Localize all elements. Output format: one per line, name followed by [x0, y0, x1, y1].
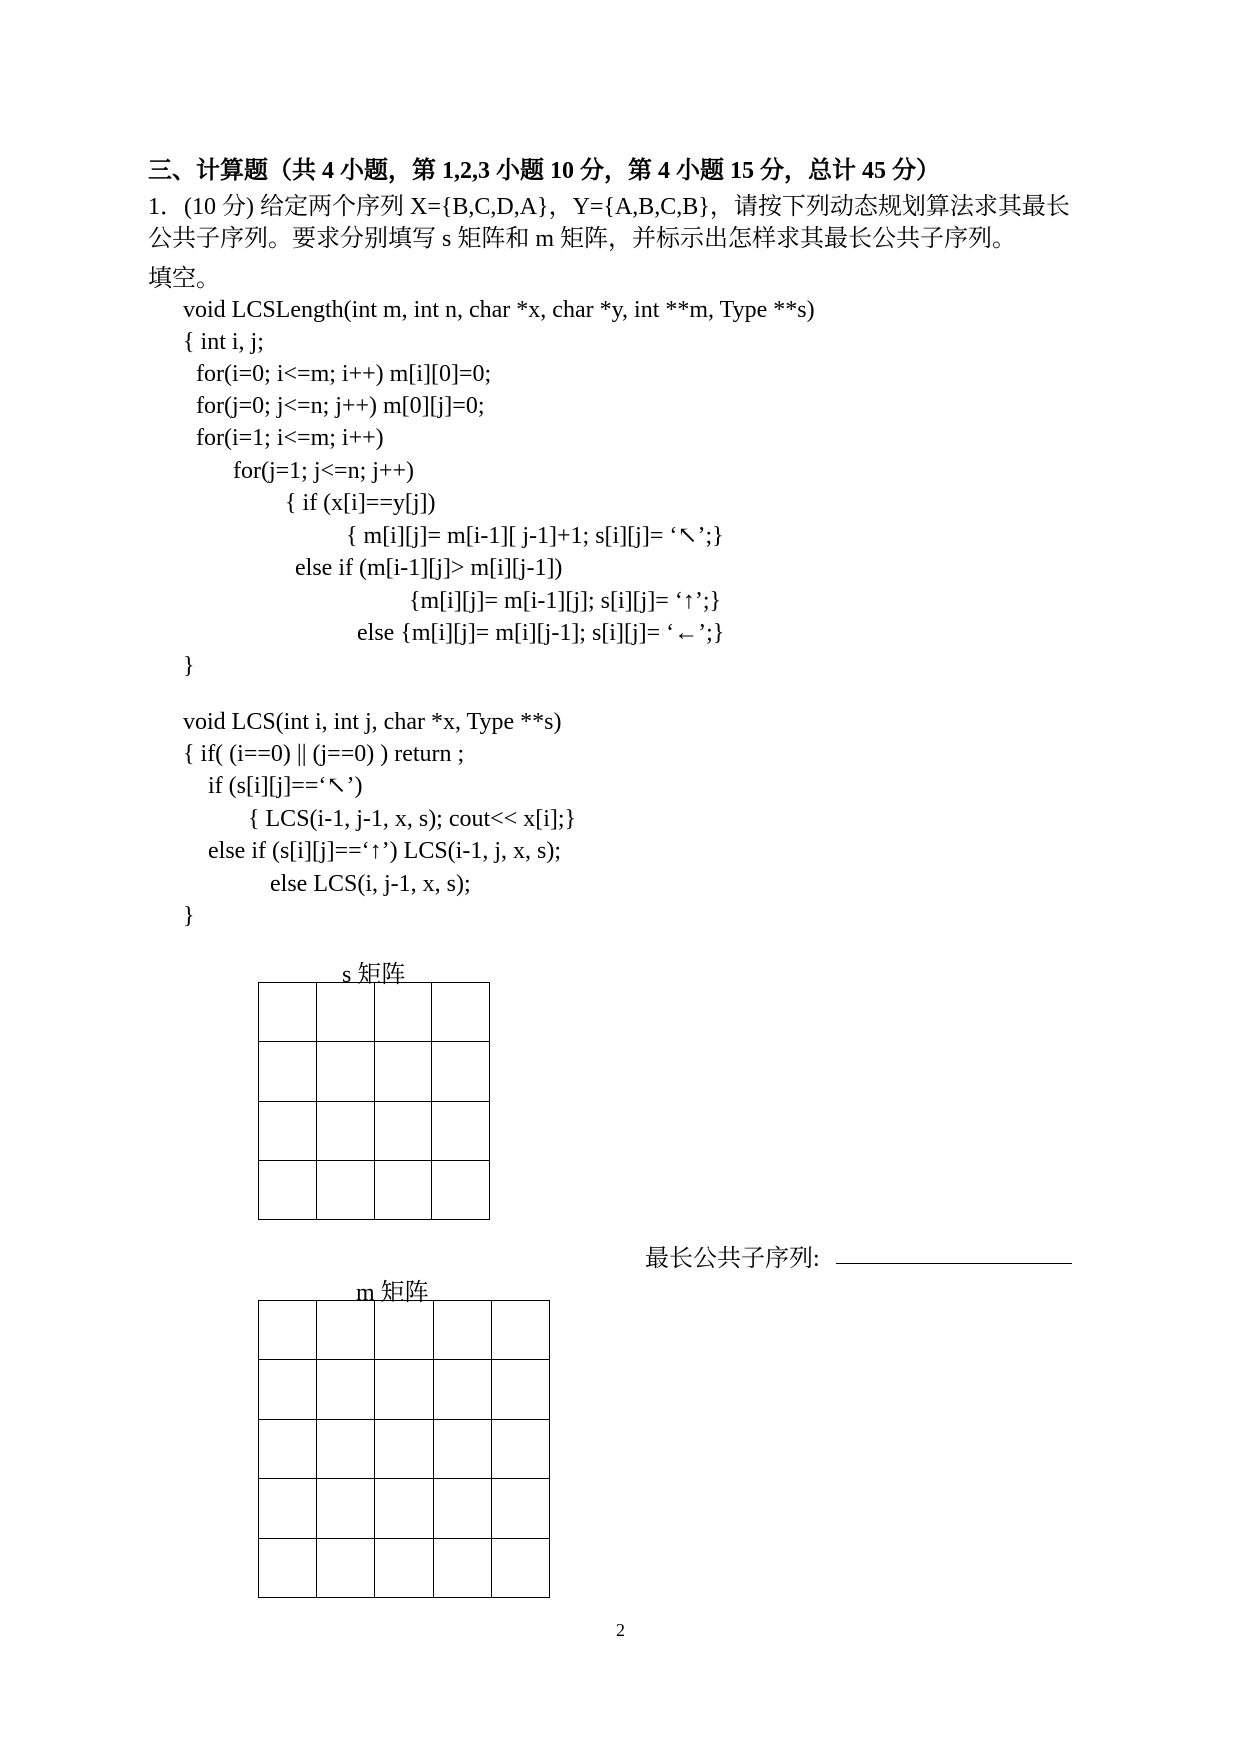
question-text-line-2: 公共子序列。要求分别填写 s 矩阵和 m 矩阵，并标示出怎样求其最长公共子序列。: [148, 226, 1017, 252]
code-line: {m[i][j]= m[i-1][j]; s[i][j]= ‘↑’;}: [409, 588, 722, 614]
answer-blank[interactable]: [836, 1263, 1072, 1264]
grid-row: [259, 1360, 550, 1419]
grid-cell[interactable]: [491, 1419, 549, 1478]
code-line: for(j=0; j<=n; j++) m[0][j]=0;: [196, 393, 485, 419]
code-line: }: [183, 653, 195, 679]
grid-cell[interactable]: [317, 1419, 375, 1478]
code-line: else if (s[i][j]==‘↑’) LCS(i-1, j, x, s);: [208, 838, 561, 864]
grid-cell[interactable]: [433, 1360, 491, 1419]
grid-cell[interactable]: [317, 1538, 375, 1597]
s-matrix-grid: [258, 982, 490, 1220]
grid-row: [259, 1042, 490, 1101]
code-line: for(i=1; i<=m; i++): [196, 425, 384, 451]
code-line: }: [183, 903, 195, 929]
grid-cell[interactable]: [375, 1479, 433, 1538]
grid-cell[interactable]: [491, 1360, 549, 1419]
grid-row: [259, 1419, 550, 1478]
code-line: else {m[i][j]= m[i][j-1]; s[i][j]= ‘←’;}: [357, 620, 725, 646]
code-line: for(i=0; i<=m; i++) m[i][0]=0;: [196, 361, 492, 387]
code-line: for(j=1; j<=n; j++): [233, 458, 414, 484]
grid-cell[interactable]: [374, 1101, 432, 1160]
code-line: { int i, j;: [183, 329, 264, 355]
grid-cell[interactable]: [316, 1101, 374, 1160]
code-line: if (s[i][j]==‘↖’): [208, 773, 363, 799]
grid-cell[interactable]: [433, 1419, 491, 1478]
code-line: { if( (i==0) || (j==0) ) return ;: [183, 741, 465, 767]
grid-cell[interactable]: [375, 1301, 433, 1360]
grid-cell[interactable]: [432, 1160, 490, 1219]
grid-cell[interactable]: [374, 1042, 432, 1101]
grid-cell[interactable]: [259, 1042, 317, 1101]
code-line: { if (x[i]==y[j]): [285, 490, 436, 516]
grid-cell[interactable]: [375, 1419, 433, 1478]
code-line: void LCSLength(int m, int n, char *x, char *y, int **m, Type **s): [183, 297, 815, 323]
grid-cell[interactable]: [374, 1160, 432, 1219]
grid-cell[interactable]: [433, 1479, 491, 1538]
grid-cell[interactable]: [317, 1301, 375, 1360]
code-line: else if (m[i-1][j]> m[i][j-1]): [295, 555, 563, 581]
grid-cell[interactable]: [432, 983, 490, 1042]
grid-row: [259, 983, 490, 1042]
grid-row: [259, 1301, 550, 1360]
answer-label: 最长公共子序列:: [645, 1246, 820, 1272]
grid-cell[interactable]: [432, 1042, 490, 1101]
grid-row: [259, 1538, 550, 1597]
grid-cell[interactable]: [433, 1301, 491, 1360]
grid-cell[interactable]: [432, 1101, 490, 1160]
grid-cell[interactable]: [259, 1101, 317, 1160]
grid-cell[interactable]: [259, 1301, 317, 1360]
grid-cell[interactable]: [433, 1538, 491, 1597]
question-text-line-1: 1．(10 分) 给定两个序列 X={B,C,D,A}，Y={A,B,C,B}，请按下列动态规划算法求其最长: [148, 194, 1070, 220]
code-line: { LCS(i-1, j-1, x, s); cout<< x[i];}: [248, 806, 577, 832]
grid-cell[interactable]: [316, 1160, 374, 1219]
grid-cell[interactable]: [374, 983, 432, 1042]
grid-cell[interactable]: [259, 1479, 317, 1538]
grid-cell[interactable]: [491, 1538, 549, 1597]
grid-cell[interactable]: [317, 1479, 375, 1538]
grid-cell[interactable]: [259, 1538, 317, 1597]
grid-cell[interactable]: [491, 1301, 549, 1360]
grid-cell[interactable]: [317, 1360, 375, 1419]
code-line: void LCS(int i, int j, char *x, Type **s): [183, 709, 562, 735]
grid-cell[interactable]: [259, 983, 317, 1042]
grid-cell[interactable]: [259, 1360, 317, 1419]
grid-cell[interactable]: [259, 1419, 317, 1478]
grid-cell[interactable]: [259, 1160, 317, 1219]
grid-cell[interactable]: [491, 1479, 549, 1538]
s-matrix-label: s 矩阵: [342, 962, 406, 988]
m-matrix-grid: [258, 1300, 550, 1598]
page-number: 2: [616, 1620, 625, 1640]
code-line: { m[i][j]= m[i-1][ j-1]+1; s[i][j]= ‘↖’;}: [346, 523, 724, 549]
grid-row: [259, 1101, 490, 1160]
grid-cell[interactable]: [316, 1042, 374, 1101]
grid-row: [259, 1479, 550, 1538]
grid-cell[interactable]: [375, 1538, 433, 1597]
section-heading: 三、计算题（共 4 小题，第 1,2,3 小题 10 分，第 4 小题 15 分，总计 45 分）: [148, 158, 940, 184]
question-text-line-3: 填空。: [148, 266, 220, 292]
code-line: else LCS(i, j-1, x, s);: [270, 871, 471, 897]
m-matrix-label: m 矩阵: [356, 1280, 429, 1306]
grid-cell[interactable]: [375, 1360, 433, 1419]
grid-row: [259, 1160, 490, 1219]
grid-cell[interactable]: [316, 983, 374, 1042]
